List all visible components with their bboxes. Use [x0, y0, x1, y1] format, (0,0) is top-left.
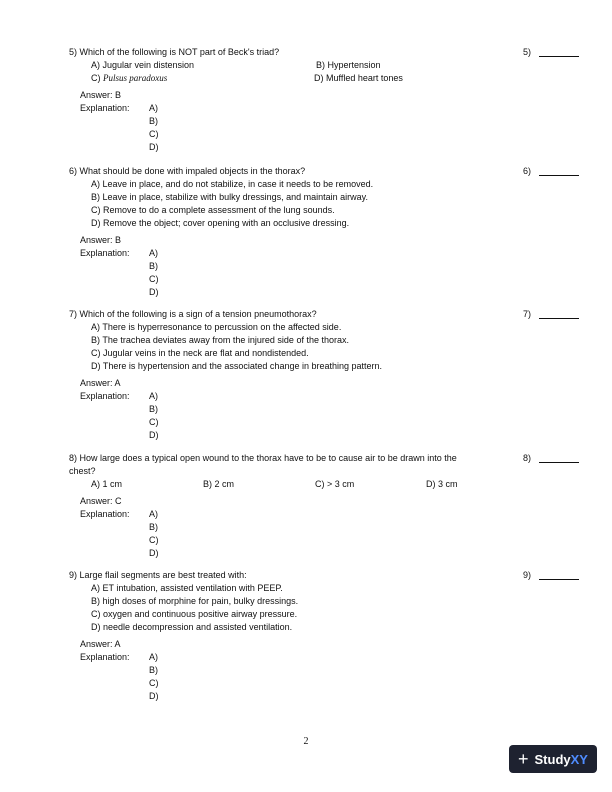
answer: Answer: B	[80, 235, 122, 245]
option-b: B) Leave in place, stabilize with bulky dressings, and maintain airway.	[91, 192, 368, 202]
option-a: A) Leave in place, and do not stabilize, in case it needs to be removed.	[91, 179, 374, 189]
option-b: B) The trachea deviates away from the injured side of the thorax.	[91, 335, 349, 345]
option-d: D) needle decompression and assisted ventilation.	[91, 622, 293, 632]
studyxy-badge[interactable]	[509, 745, 597, 773]
option-c: C) Pulsus paradoxus	[91, 73, 168, 83]
answer: Answer: A	[80, 378, 121, 388]
question-stem: 7) Which of the following is a sign of a tension pneumothorax?	[69, 309, 317, 319]
question-7: 7) 7) Which of the following is a sign of a tension pneumothorax? A) There is hyperresonance to percussion on the affected side. B) The trachea deviates away from the injured side of the thorax. C) Jugular veins in the neck are flat and nondistended. D) There is hypertension and the associated change in breathing pattern. Answer: A Explanation: A) B) C) D)	[69, 308, 589, 442]
question-stem-continued: chest?	[69, 466, 96, 476]
option-c: C) > 3 cm	[315, 479, 355, 489]
explanation: Explanation: A) B) C) D)	[80, 652, 159, 701]
option-d: D) There is hypertension and the associated change in breathing pattern.	[91, 361, 383, 371]
question-stem: 9) Large flail segments are best treated with:	[69, 570, 247, 580]
question-9: 9) 9) Large flail segments are best treated with: A) ET intubation, assisted ventilation with PEEP. B) high doses of morphine for pain, bulky dressings. C) oxygen and continuous positive airway pressure. D) needle decompression and assisted ventilation. Answer: A Explanation: A) B) C) D)	[69, 569, 589, 703]
options	[91, 59, 589, 85]
option-b: B) 2 cm	[203, 479, 235, 489]
answer: Answer: B	[80, 90, 122, 100]
option-a: A) Jugular vein distension	[91, 60, 195, 70]
plus-icon: +	[518, 749, 529, 769]
option-c: C) oxygen and continuous positive airway pressure.	[91, 609, 298, 619]
option-a: A) ET intubation, assisted ventilation with PEEP.	[91, 583, 283, 593]
badge-label: StudyXY	[534, 751, 588, 767]
explanation: Explanation: A) B) C) D)	[80, 248, 159, 297]
option-b: B) high doses of morphine for pain, bulky dressings.	[91, 596, 299, 606]
question-stem: 6) What should be done with impaled objects in the thorax?	[69, 166, 306, 176]
option-a: A) 1 cm	[91, 479, 123, 489]
options	[91, 478, 589, 491]
explanation: Explanation: A) B) C) D)	[80, 391, 159, 440]
question-8: 8) 8) How large does a typical open wound to the thorax have to be to cause air to be drawn into the chest? A) 1 cm B) 2 cm C) > 3 cm D) 3 cm Answer: C Explanation: A) B) C) D)	[69, 452, 589, 560]
page-number: 2	[303, 736, 309, 747]
answer: Answer: C	[80, 496, 122, 506]
explanation: Explanation: A) B) C) D)	[80, 509, 159, 558]
question-5: 5) 5) Which of the following is NOT part of Beck's triad? A) Jugular vein distension B) Hypertension C) Pulsus paradoxus D) Muffled heart tones Answer: B Explanation: A) B) C) D)	[69, 46, 589, 154]
option-d: D) Remove the object; cover opening with an occlusive dressing.	[91, 218, 350, 228]
question-stem: 5) Which of the following is NOT part of Beck's triad?	[69, 47, 280, 57]
option-c: C) Remove to do a complete assessment of the lung sounds.	[91, 205, 335, 215]
option-d: D) 3 cm	[426, 479, 458, 489]
question-6: 6) 6) What should be done with impaled objects in the thorax? A) Leave in place, and do not stabilize, in case it needs to be removed. B) Leave in place, stabilize with bulky dressings, and maintain airway. C) Remove to do a complete assessment of the lung sounds. D) Remove the object; cover opening with an occlusive dressing. Answer: B Explanation: A) B) C) D)	[69, 165, 589, 299]
explanation: Explanation: A) B) C) D)	[80, 103, 159, 152]
answer: Answer: A	[80, 639, 121, 649]
option-a: A) There is hyperresonance to percussion on the affected side.	[91, 322, 342, 332]
option-c: C) Jugular veins in the neck are flat and nondistended.	[91, 348, 309, 358]
option-b: B) Hypertension	[316, 60, 381, 70]
option-d: D) Muffled heart tones	[314, 73, 403, 83]
question-stem: 8) How large does a typical open wound to the thorax have to be to cause air to be drawn into the	[69, 453, 457, 463]
